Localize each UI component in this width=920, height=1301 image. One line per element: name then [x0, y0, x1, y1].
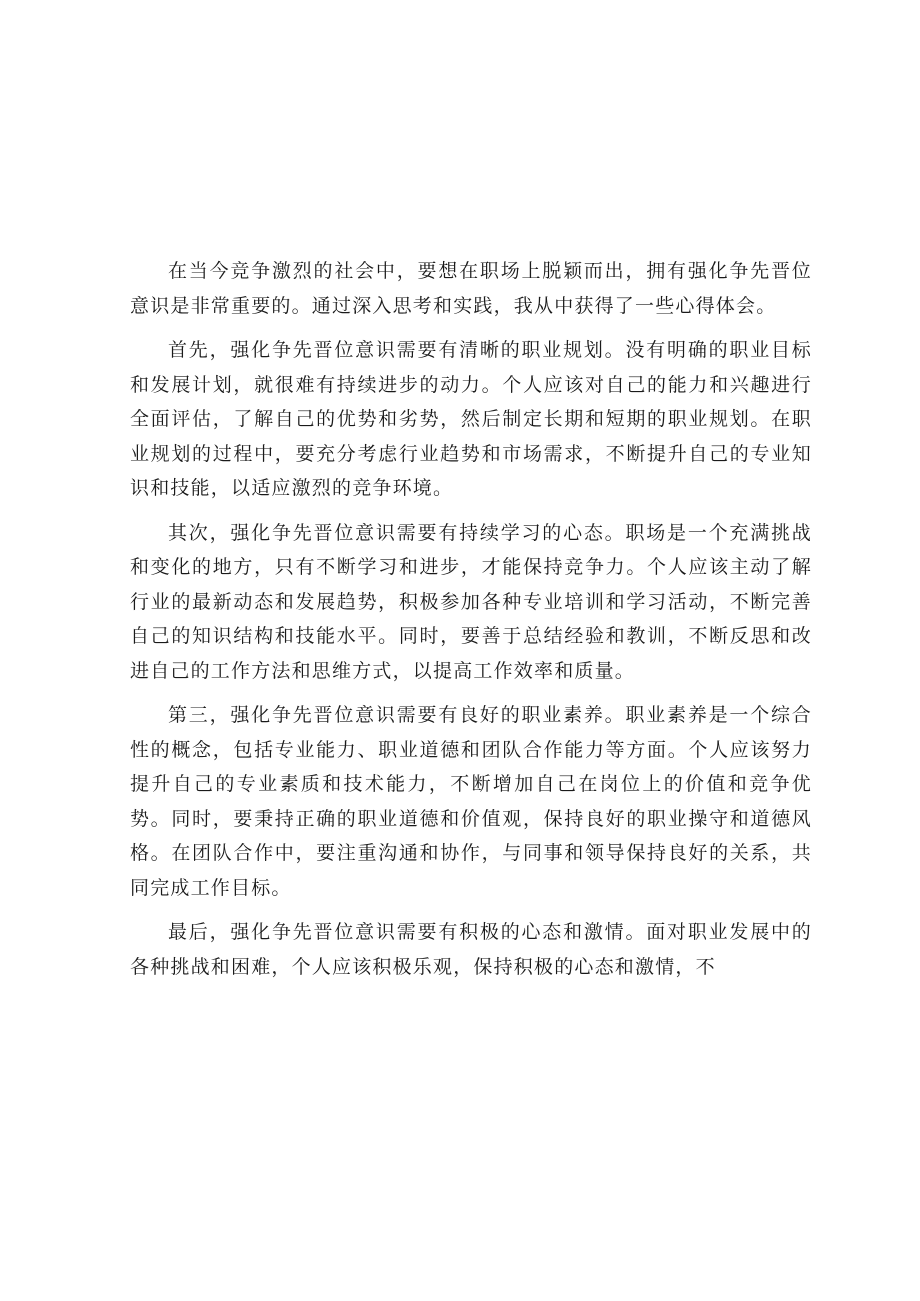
paragraph-positive-attitude: 最后，强化争先晋位意识需要有积极的心态和激情。面对职业发展中的各种挑战和困难，个人应该积极乐观，保持积极的心态和激情，不	[130, 921, 812, 978]
paragraph-career-planning: 首先，强化争先晋位意识需要有清晰的职业规划。没有明确的职业目标和发展计划，就很难有持续进步的动力。个人应该对自己的能力和兴趣进行全面评估，了解自己的优势和劣势，然后制定长期和短期的职业规划。在职业规划的过程中，要充分考虑行业趋势和市场需求，不断提升自己的专业知识和技能，以适应激烈的竞争环境。	[130, 339, 812, 499]
paragraph-intro: 在当今竞争激烈的社会中，要想在职场上脱颖而出，拥有强化争先晋位意识是非常重要的。通过深入思考和实践，我从中获得了一些心得体会。	[130, 260, 812, 317]
paragraph-continuous-learning: 其次，强化争先晋位意识需要有持续学习的心态。职场是一个充满挑战和变化的地方，只有不断学习和进步，才能保持竞争力。个人应该主动了解行业的最新动态和发展趋势，积极参加各种专业培训和学习活动，不断完善自己的知识结构和技能水平。同时，要善于总结经验和教训，不断反思和改进自己的工作方法和思维方式，以提高工作效率和质量。	[130, 521, 812, 682]
paragraph-professional-quality: 第三，强化争先晋位意识需要有良好的职业素养。职业素养是一个综合性的概念，包括专业能力、职业道德和团队合作能力等方面。个人应该努力提升自己的专业素质和技术能力，不断增加自己在岗位上的价值和竞争优势。同时，要秉持正确的职业道德和价值观，保持良好的职业操守和道德风格。在团队合作中，要注重沟通和协作，与同事和领导保持良好的关系，共同完成工作目标。	[130, 704, 812, 899]
document-body	[130, 254, 812, 994]
